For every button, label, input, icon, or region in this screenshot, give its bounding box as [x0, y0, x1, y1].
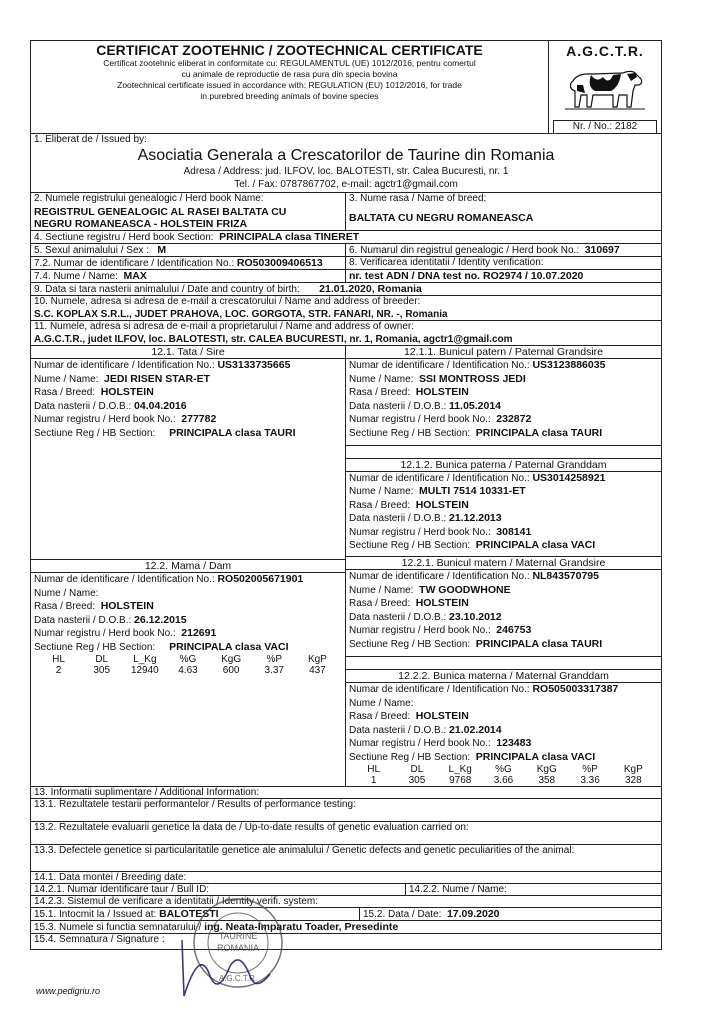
pgs-breed-label: Rasa / Breed:: [349, 387, 411, 398]
pgs-name-label: Nume / Name:: [349, 373, 414, 385]
perf-value: 2: [55, 665, 62, 676]
sire-breed: HOLSTEIN: [100, 386, 154, 398]
perf-value: 305: [408, 775, 426, 786]
perf-value: 9768: [449, 775, 472, 786]
sire-id: US3133735665: [217, 359, 291, 371]
sire-dob-label: Data nasterii / D.O.B.:: [34, 400, 132, 412]
dam-dob: 26.12.2015: [134, 613, 187, 626]
pgd-breed-label: Rasa / Breed:: [349, 499, 411, 511]
signatory-value: ing. Neata-Imparatu Toader, Presedinte: [204, 921, 399, 933]
issued-by-section: [30, 134, 662, 193]
dam-id-label: Numar de identificare / Identification No.:: [34, 574, 215, 585]
mgd-perf-headers: [346, 764, 661, 775]
svg-text:A.G.C.T.R.: A.G.C.T.R.: [218, 974, 258, 983]
pgs-title: 12.1.1. Bunicul patern / Paternal Grandsire: [346, 346, 661, 359]
perf-header: L_Kg: [448, 764, 472, 775]
org-abbrev: A.G.C.T.R.: [566, 43, 644, 59]
pgd-herd-label: Numar registru / Herd book No.:: [349, 526, 491, 538]
section-value: PRINCIPALA clasa TINERET: [219, 231, 360, 243]
mgd-title: 12.2.2. Bunica materna / Maternal Granddam: [346, 669, 661, 683]
issued-by-label: 1. Eliberat de / Issued by:: [34, 134, 147, 145]
mgd-breed: HOLSTEIN: [415, 710, 469, 722]
issued-at-row: [30, 908, 662, 921]
mgd-dob: 21.02.2014: [449, 723, 502, 736]
perf-header: HL: [52, 654, 65, 665]
dam-box: [31, 560, 345, 786]
sire-section: PRINCIPALA clasa TAURI: [169, 426, 296, 439]
owner-label: 11. Numele, adresa si adresa de e-mail a proprietarului / Name and address of owner:: [34, 321, 415, 332]
regulation-en-2: in purebred breeding animals of bovine species: [200, 91, 379, 101]
dob-value: 21.01.2020, Romania: [319, 283, 422, 295]
pgs-id: US3123886035: [532, 359, 606, 371]
perf-header: KgP: [307, 654, 327, 665]
herd-book-name-1: REGISTRUL GENEALOGIC AL RASEI BALTATA CU: [34, 205, 287, 218]
pgd-section-label: Sectiune Reg / HB Section:: [349, 540, 471, 552]
mgd-section: PRINCIPALA clasa VACI: [475, 750, 596, 763]
breed-value: BALTATA CU NEGRU ROMANEASCA: [349, 211, 534, 224]
additional-info-label: 13. Informatii suplimentare / Additional Information:: [34, 787, 260, 798]
bull-id-row: [30, 884, 662, 896]
sex-value: M: [157, 244, 167, 256]
sex-row: [30, 244, 662, 257]
dna-test-value: nr. test ADN / DNA test no. RO2974 / 10.07.2020: [349, 270, 584, 282]
mgd-breed-label: Rasa / Breed:: [349, 711, 411, 722]
issuer-address: Adresa / Address: jud. ILFOV, loc. BALOTESTI, str. Calea Bucuresti, nr. 1: [183, 165, 509, 177]
breeder-row: [30, 296, 662, 321]
dam-section-label: Sectiune Reg / HB Section:: [34, 641, 156, 653]
certificate-number: Nr. / No.: 2182: [553, 120, 657, 133]
dam-perf-values: [31, 665, 345, 676]
breed-label: 3. Nume rasa / Name of breed:: [349, 193, 487, 204]
dam-breed: HOLSTEIN: [100, 600, 154, 612]
section-label: 4. Sectiune registru / Herd book Section:: [34, 232, 214, 243]
sire-breed-label: Rasa / Breed:: [34, 387, 96, 398]
perf-header: DL: [95, 654, 109, 665]
dam-herd-label: Numar registru / Herd book No.:: [34, 628, 176, 639]
dam-section: PRINCIPALA clasa VACI: [169, 640, 289, 653]
mgs-id-label: Numar de identificare / Identification No.:: [349, 571, 530, 583]
perf-value: 358: [538, 775, 556, 786]
header-text: [31, 41, 549, 133]
pgs-herd: 232872: [496, 413, 532, 425]
verification-label: 8. Verificarea identitatii / Identity verification:: [349, 257, 544, 268]
header-logo-box: [549, 41, 661, 133]
sire-id-label: Numar de identificare / Identification No.:: [34, 360, 215, 371]
mgs-breed: HOLSTEIN: [415, 597, 469, 610]
pgs-section: PRINCIPALA clasa TAURI: [475, 426, 603, 439]
pgs-id-label: Numar de identificare / Identification No.:: [349, 360, 530, 371]
perf-header: KgG: [536, 764, 557, 775]
sex-label: 5. Sexul animalului / Sex :: [34, 245, 150, 256]
regulation-ro-2: cu animale de reproductie de rasa pura din specia bovina: [181, 69, 398, 79]
mgs-herd: 246753: [496, 624, 532, 637]
breeding-date-label: 14.1. Data montei / Breeding date:: [34, 872, 187, 883]
perf-value: 305: [93, 665, 111, 676]
id-label: 7.2. Numar de identificare / Identification No.:: [34, 258, 235, 269]
herd-book-row: [30, 193, 662, 231]
dam-herd: 212691: [181, 627, 217, 639]
mgs-section: PRINCIPALA clasa TAURI: [475, 637, 603, 650]
owner-value: A.G.C.T.R., judet ILFOV, loc. BALOTESTI, str. CALEA BUCURESTI, nr. 1, Romania, agctr1@gmail.com: [34, 333, 513, 345]
mgd-box: [346, 657, 661, 786]
name-value: MAX: [123, 270, 147, 282]
bull-name-label: 14.2.2. Nume / Name:: [409, 884, 507, 895]
performance-testing-label: 13.1. Rezultatele testarii performantelor / Results of performance testing:: [34, 799, 356, 810]
perf-header: HL: [367, 764, 381, 775]
identity-system-row: [30, 896, 662, 908]
cow-logo-icon: [563, 61, 647, 113]
mgs-breed-label: Rasa / Breed:: [349, 598, 411, 610]
sire-section-label: Sectiune Reg / HB Section:: [34, 427, 156, 439]
issuer-name: Asociatia Generala a Crescatorilor de Taurine din Romania: [137, 146, 555, 164]
signatory-label: 15.3. Numele si functia semnatarului /: [34, 922, 205, 933]
mgd-dob-label: Data nasterii / D.O.B.:: [349, 724, 447, 736]
signatory-row: [30, 921, 662, 934]
perf-header: L_Kg: [133, 654, 157, 665]
issued-at-value: BALOTESTI: [159, 908, 219, 920]
dob-label: 9. Data si tara nasterii animalului / Date and country of birth:: [34, 284, 300, 295]
pgd-title: 12.1.2. Bunica paterna / Paternal Granddam: [346, 458, 661, 472]
identity-system-label: 14.2.3. Sistemul de verificare a identitatii / Identity verifi. system:: [34, 896, 319, 907]
certificate-header: [30, 40, 662, 134]
dam-breed-label: Rasa / Breed:: [34, 601, 96, 612]
pgs-box: [346, 346, 661, 446]
dam-perf-headers: [31, 654, 345, 665]
mgs-dob: 23.10.2012: [449, 610, 502, 623]
regulation-en-1: Zootechnical certificate issued in accordance with: REGULATION (EU) 1012/2016, for trade: [117, 80, 462, 90]
issuer-contact: Tel. / Fax: 0787867702, e-mail: agctr1@gmail.com: [234, 178, 458, 190]
pgd-breed: HOLSTEIN: [415, 498, 469, 511]
mgd-herd-label: Numar registru / Herd book No.:: [349, 738, 491, 749]
mgs-name: TW GOODWHONE: [419, 583, 511, 596]
genetic-defects-row: [30, 845, 662, 872]
owner-row: [30, 321, 662, 346]
sire-title: 12.1. Tata / Sire: [31, 346, 345, 359]
mgs-section-label: Sectiune Reg / HB Section:: [349, 638, 471, 650]
perf-header: KgP: [623, 764, 643, 775]
perf-value: 1: [370, 775, 377, 786]
dob-row: [30, 283, 662, 296]
svg-text:ROMANIA: ROMANIA: [216, 943, 260, 953]
pgd-herd: 308141: [496, 525, 532, 538]
sire-herd: 277782: [181, 413, 217, 425]
herd-book-label: 2. Numele registrului genealogic / Herd book Name:: [34, 193, 264, 204]
sire-box: [31, 346, 345, 560]
pgd-dob-label: Data nasterii / D.O.B.:: [349, 513, 447, 525]
id-row: [30, 257, 662, 270]
perf-value: 12940: [130, 665, 159, 676]
pgd-name-label: Nume / Name:: [349, 486, 414, 498]
pgd-id: US3014258921: [532, 471, 606, 484]
pgd-dob: 21.12.2013: [449, 512, 502, 525]
pgd-box: [346, 446, 661, 558]
genetic-eval-row: [30, 822, 662, 845]
breeder-label: 10. Numele, adresa si adresa de e-mail a crescatorului / Name and address of breeder:: [34, 296, 421, 307]
issued-at-label: 15.1. Intocmit la / Issued at:: [34, 909, 157, 920]
mgs-id: NL843570795: [532, 570, 599, 583]
pgs-breed: HOLSTEIN: [415, 386, 469, 398]
mgd-section-label: Sectiune Reg / HB Section:: [349, 751, 471, 763]
perf-value: 328: [625, 775, 642, 786]
dam-name-label: Nume / Name:: [34, 587, 99, 599]
issue-date-label: 15.2. Data / Date:: [363, 909, 442, 920]
perf-value: 437: [309, 665, 326, 676]
pgs-name: SSI MONTROSS JEDI: [419, 372, 526, 385]
perf-header: %G: [495, 764, 512, 775]
bull-id-label: 14.2.1. Numar identificare taur / Bull ID:: [31, 884, 406, 895]
svg-text:TAURINE: TAURINE: [218, 931, 258, 941]
mgs-box: [346, 557, 661, 657]
mgs-dob-label: Data nasterii / D.O.B.:: [349, 611, 447, 623]
perf-header: %P: [266, 654, 283, 665]
mgs-title: 12.2.1. Bunicul matern / Maternal Grandsire: [346, 557, 661, 570]
signature-label: 15.4. Semnatura / Signature :: [34, 934, 165, 945]
pgs-herd-label: Numar registru / Herd book No.:: [349, 414, 491, 425]
breeding-date-row: [30, 872, 662, 884]
pgd-name: MULTI 7514 10331-ET: [419, 485, 526, 498]
mgd-id: RO505003317387: [532, 683, 619, 695]
perf-header: %P: [582, 764, 598, 775]
signature-row: [30, 934, 662, 950]
handwritten-signature: [170, 936, 290, 1002]
perf-header: KgG: [221, 654, 242, 665]
herd-no-value: 310697: [584, 244, 620, 256]
genetic-defects-label: 13.3. Defectele genetice si particularitatile genetice ale animalului / Genetic defects and genetic peculiarities of the animal:: [34, 845, 575, 856]
breeder-value: S.C. KOPLAX S.R.L., JUDET PRAHOVA, LOC. GORGOTA, STR. FANARI, NR. -, Romania: [34, 308, 448, 320]
perf-value: 3.37: [264, 665, 284, 676]
mgd-id-label: Numar de identificare / Identification No.:: [349, 684, 530, 695]
dam-id: RO502005671901: [217, 573, 304, 585]
perf-value: 3.66: [493, 775, 514, 786]
name-label: 7.4. Nume / Name:: [34, 271, 118, 282]
id-value: RO503009406513: [236, 257, 323, 269]
issue-date-value: 17.09.2020: [446, 908, 500, 920]
perf-value: 4.63: [178, 665, 198, 676]
sire-dob: 04.04.2016: [134, 399, 187, 412]
sire-name: JEDI RISEN STAR-ET: [104, 372, 211, 385]
additional-info-row: [30, 787, 662, 799]
herd-no-label: 6. Numarul din registrul genealogic / Herd book No.:: [349, 245, 580, 256]
mgd-herd: 123483: [496, 737, 532, 749]
performance-testing-row: [30, 799, 662, 822]
mgd-name-label: Nume / Name:: [349, 697, 414, 709]
mgs-name-label: Nume / Name:: [349, 584, 414, 596]
pgd-id-label: Numar de identificare / Identification No.:: [349, 472, 530, 484]
dam-dob-label: Data nasterii / D.O.B.:: [34, 614, 132, 626]
footer-website: www.pedigriu.ro: [36, 986, 101, 996]
mgs-herd-label: Numar registru / Herd book No.:: [349, 625, 491, 637]
section-row: [30, 231, 662, 244]
pedigree-block: [30, 346, 662, 787]
pgs-dob: 11.05.2014: [449, 399, 502, 412]
regulation-ro-1: Certificat zootehnic eliberat in conformitate cu: REGULAMENTUL (UE) 1012/2016, pentru comertul: [103, 58, 476, 68]
herd-book-name-2: NEGRU ROMANEASCA - HOLSTEIN FRIZA: [34, 218, 248, 230]
perf-value: 600: [222, 665, 240, 676]
pgs-dob-label: Data nasterii / D.O.B.:: [349, 400, 447, 412]
genetic-eval-label: 13.2. Rezultatele evaluarii genetice la data de / Up-to-date results of genetic evaluation carried on:: [34, 822, 469, 833]
name-row: [30, 270, 662, 283]
certificate-title: CERTIFICAT ZOOTEHNIC / ZOOTECHNICAL CERTIFICATE: [96, 42, 483, 58]
sire-herd-label: Numar registru / Herd book No.:: [34, 414, 176, 425]
dam-title: 12.2. Mama / Dam: [31, 560, 345, 573]
perf-header: DL: [410, 764, 424, 775]
sire-name-label: Nume / Name:: [34, 373, 99, 385]
perf-header: %G: [179, 654, 197, 665]
mgd-perf-values: [346, 775, 661, 786]
perf-value: 3.36: [580, 775, 600, 786]
pgd-section: PRINCIPALA clasa VACI: [475, 539, 596, 552]
pgs-section-label: Sectiune Reg / HB Section:: [349, 427, 471, 439]
